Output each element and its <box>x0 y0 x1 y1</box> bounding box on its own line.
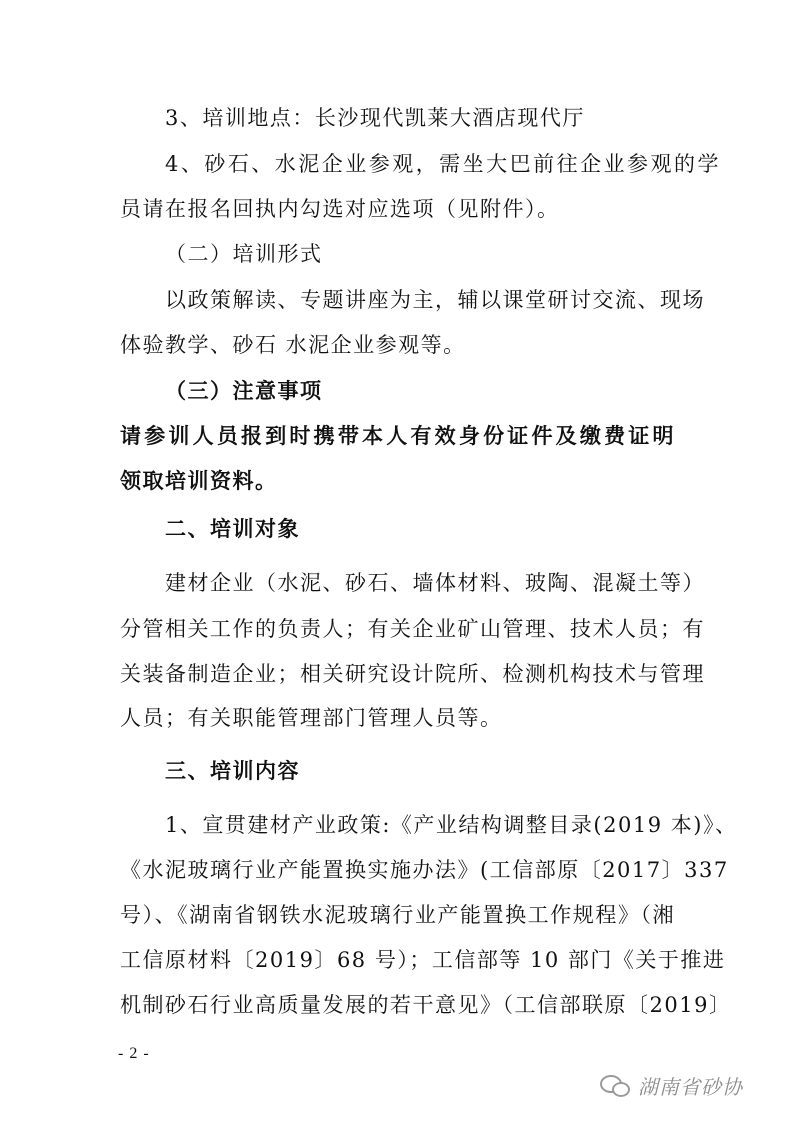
format-line-1: 以政策解读、专题讲座为主，辅以课堂研讨交流、现场 <box>165 288 705 312</box>
notes-line-1: 请参训人员报到时携带本人有效身份证件及缴费证明 <box>120 423 675 448</box>
audience-line-4: 人员；有关职能管理部门管理人员等。 <box>120 706 503 730</box>
audience-line-3: 关装备制造企业；相关研究设计院所、检测机构技术与管理 <box>120 662 705 686</box>
watermark-text: 湖南省砂协 <box>638 1074 743 1099</box>
visit-note-line-1: 4、砂石、水泥企业参观，需坐大巴前往企业参观的学 <box>165 152 720 176</box>
notes-line-2: 领取培训资料。 <box>120 468 278 493</box>
content-line-5: 机制砂石行业高质量发展的若干意见》（工信部联原〔2019〕 <box>120 993 732 1017</box>
audience-line-1: 建材企业（水泥、砂石、墙体材料、玻陶、混凝土等） <box>165 571 705 595</box>
watermark <box>600 1070 743 1100</box>
format-line-2: 体验教学、砂石 水泥企业参观等。 <box>120 333 466 357</box>
audience-line-2: 分管相关工作的负责人；有关企业矿山管理、技术人员；有 <box>120 617 705 641</box>
content-line-3: 号）、《湖南省钢铁水泥玻璃行业产能置换工作规程》（湘 <box>120 903 675 927</box>
section-notes-heading: （三）注意事项 <box>165 378 323 403</box>
section-training-format-heading: （二）培训形式 <box>165 242 323 266</box>
visit-note-line-2: 员请在报名回执内勾选对应选项（见附件）。 <box>120 197 560 221</box>
training-location: 3、培训地点：长沙现代凯莱大酒店现代厅 <box>165 106 585 130</box>
page-number: - 2 - <box>118 1045 150 1062</box>
section-training-content-heading: 三、培训内容 <box>165 758 300 783</box>
content-line-2: 《水泥玻璃行业产能置换实施办法》(工信部原〔2017〕337 <box>120 858 729 882</box>
wechat-icon <box>600 1074 630 1096</box>
section-training-audience-heading: 二、培训对象 <box>165 516 300 541</box>
content-line-1: 1、宣贯建材产业政策:《产业结构调整目录(2019 本)》、 <box>165 813 738 837</box>
content-line-4: 工信原材料〔2019〕68 号）；工信部等 10 部门《关于推进 <box>120 948 726 972</box>
